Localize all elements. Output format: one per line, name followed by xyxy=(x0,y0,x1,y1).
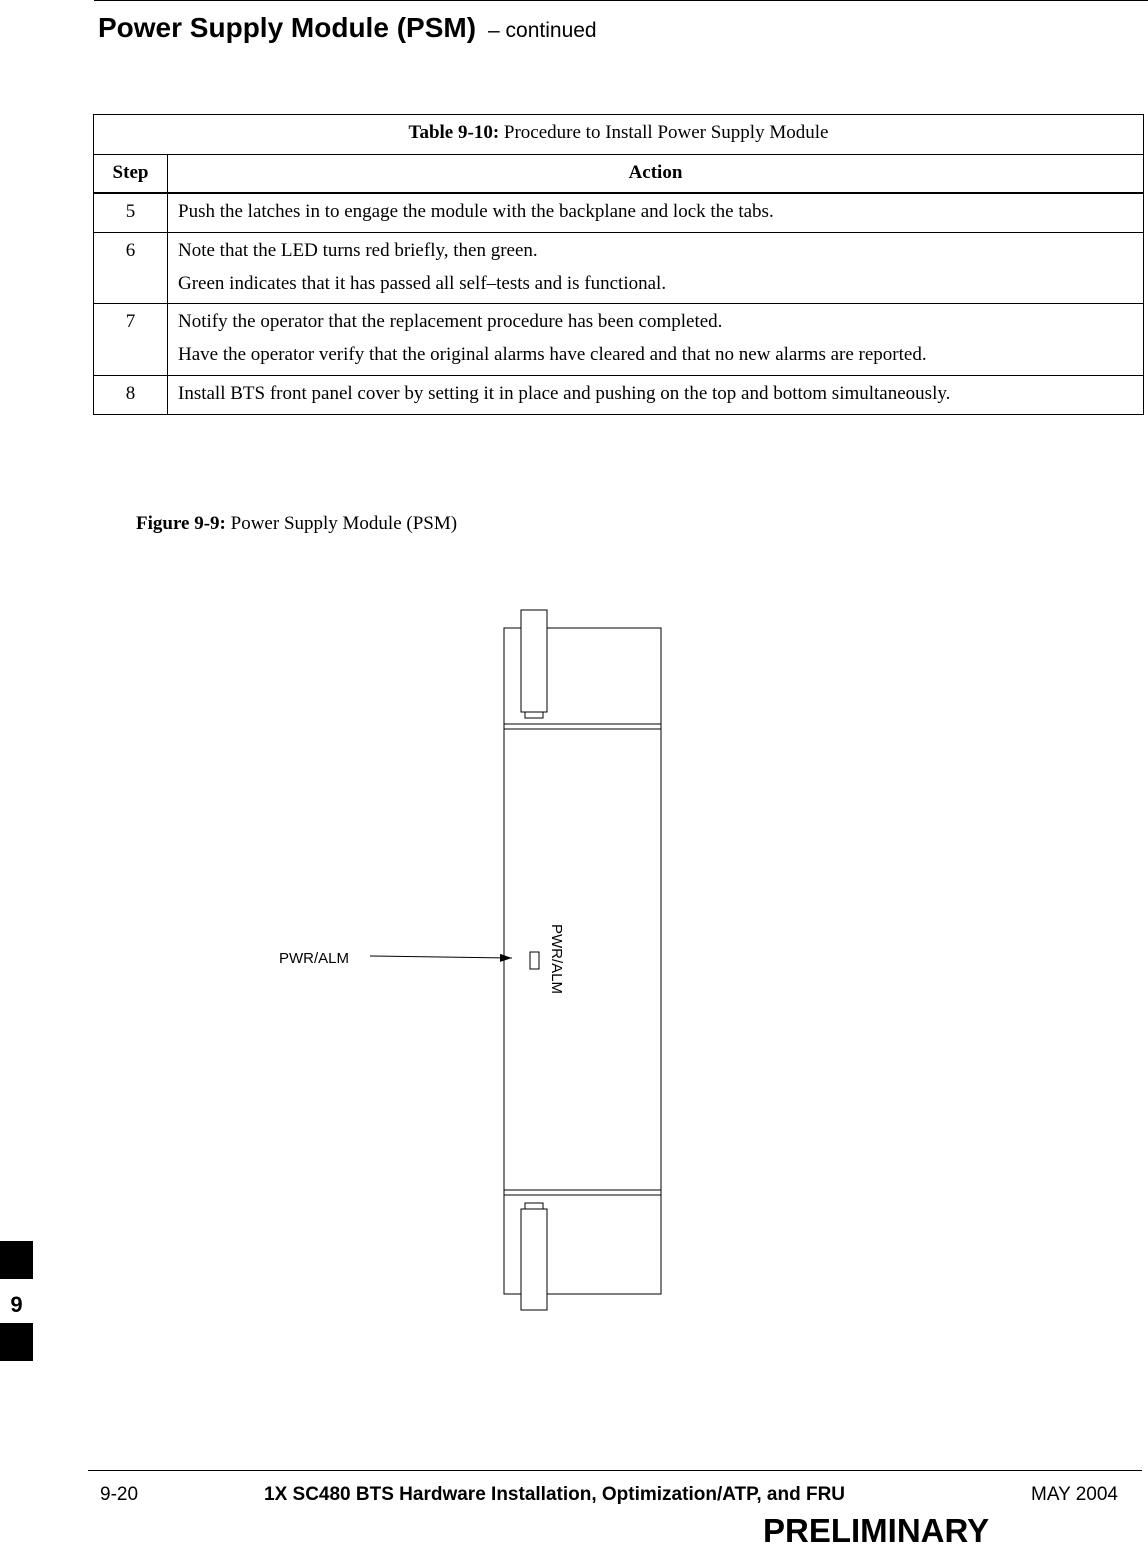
step-number: 6 xyxy=(94,233,168,304)
footer-rule xyxy=(88,1470,1142,1471)
figure-caption-label: Figure 9-9: xyxy=(136,513,226,534)
footer-status: PRELIMINARY xyxy=(763,1512,990,1549)
bottom-latch xyxy=(521,1203,547,1310)
column-header-step: Step xyxy=(94,154,168,193)
footer-page-number: 9-20 xyxy=(100,1484,139,1505)
column-header-action: Action xyxy=(168,154,1144,193)
side-tab-upper-block xyxy=(0,1241,33,1279)
step-number: 7 xyxy=(94,304,168,375)
module-body xyxy=(504,628,661,1294)
footer-title: 1X SC480 BTS Hardware Installation, Optimization/ATP, and FRU xyxy=(264,1484,846,1505)
action-line: Notify the operator that the replacement procedure has been completed. xyxy=(178,311,723,333)
action-line: Install BTS front panel cover by setting it in place and pushing on the top and bottom simultaneously. xyxy=(178,382,951,404)
action-line: Green indicates that it has passed all self–tests and is functional. xyxy=(178,272,667,294)
step-number: 5 xyxy=(94,193,168,232)
footer-date: MAY 2004 xyxy=(1031,1484,1118,1505)
callout-arrow xyxy=(370,956,512,958)
header-continued: – continued xyxy=(488,19,597,42)
led-label: PWR/ALM xyxy=(548,924,565,995)
figure-caption-text: Power Supply Module (PSM) xyxy=(230,513,458,534)
header-title: Power Supply Module (PSM) xyxy=(98,12,477,43)
top-latch xyxy=(521,610,547,718)
callout-label: PWR/ALM xyxy=(279,950,350,967)
side-tab-lower-block xyxy=(0,1323,33,1361)
table-caption-label: Table 9-10: xyxy=(408,122,500,143)
action-line: Have the operator verify that the original alarms have cleared and that no new alarms are reported. xyxy=(178,344,927,366)
step-number: 8 xyxy=(94,375,168,414)
action-line: Note that the LED turns red briefly, then green. xyxy=(178,240,538,262)
side-tab-label: 9 xyxy=(10,1292,23,1317)
action-line: Push the latches in to engage the module with the backplane and lock the tabs. xyxy=(178,201,774,223)
table-caption-text: Procedure to Install Power Supply Module xyxy=(503,122,829,143)
pwr-alm-led xyxy=(530,952,539,969)
